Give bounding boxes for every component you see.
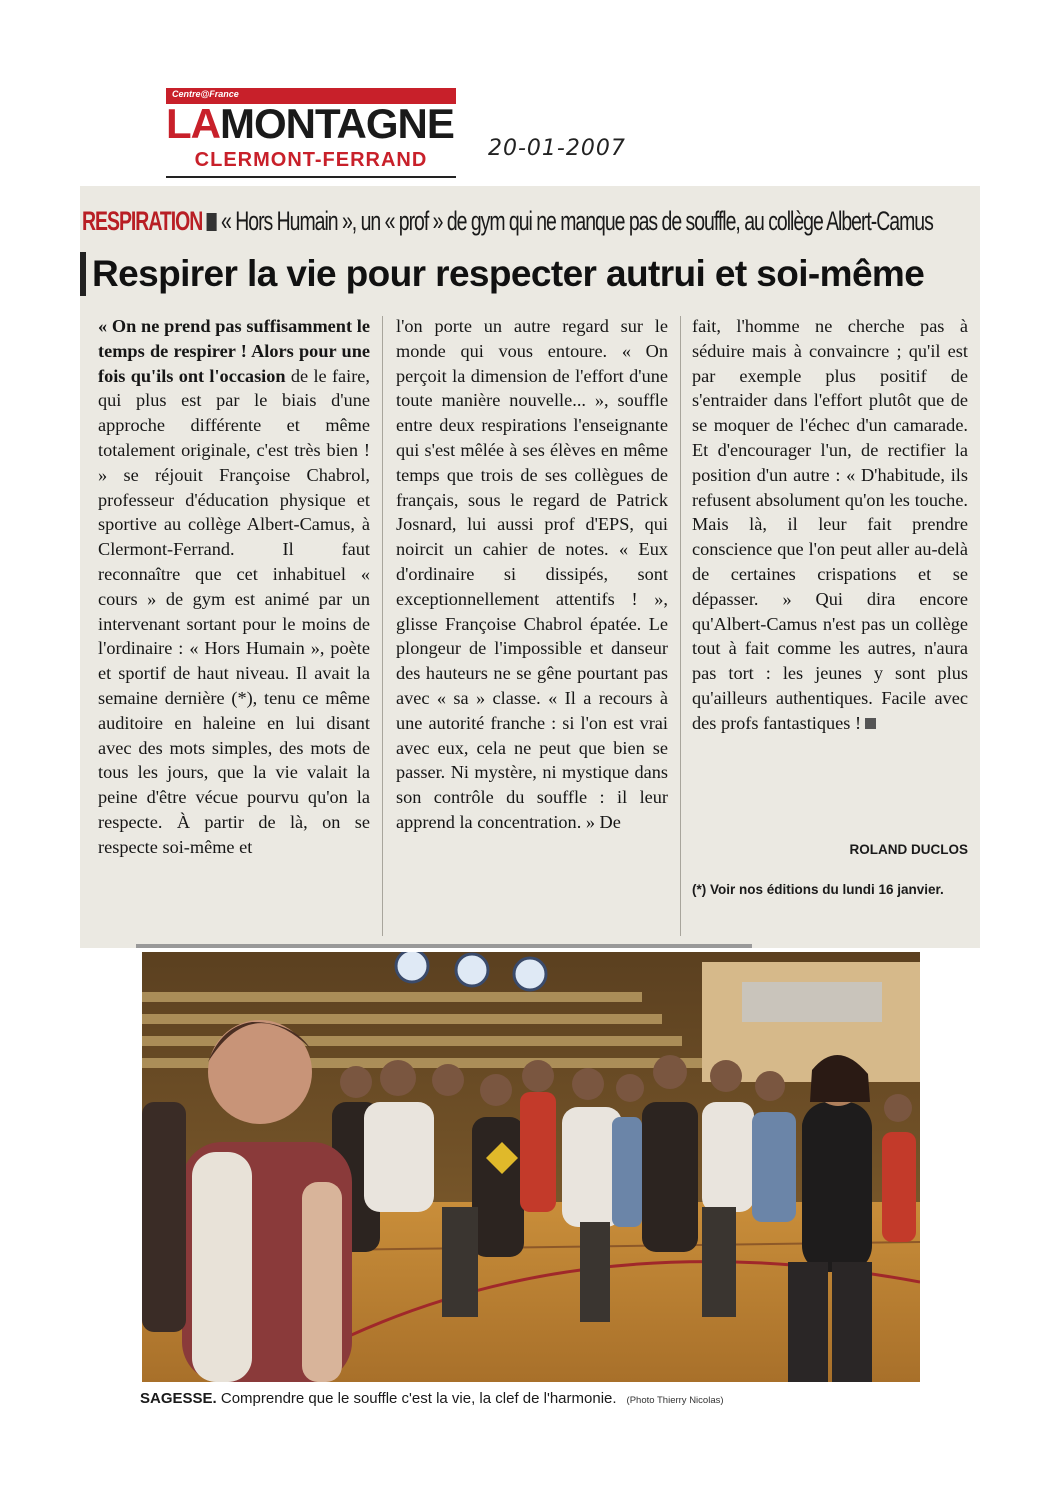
caption-label: SAGESSE. — [140, 1390, 217, 1407]
masthead-title-montagne: MONTAGNE — [220, 100, 454, 147]
article-column-2 — [396, 314, 668, 942]
article-lead: « On ne prend pas suffisamment le temps de respirer ! Alors pour une fois qu'ils ont l'occasion — [98, 316, 370, 386]
photo-caption — [140, 1390, 930, 1407]
column-divider-1 — [382, 316, 383, 936]
article-kicker — [82, 202, 975, 240]
kicker-label: RESPIRATION — [82, 206, 203, 236]
column-3-text: fait, l'homme ne cherche pas à séduire mais à convaincre ; qu'il est par exemple plus positif de s'entraider dans l'effort plutôt que de se moquer de l'échec d'un camarade. Et d'encourager l'un, de rectifier la position d'un autre : « D'habitude, ils refusent absolument qu'on les touche. Mais là, il leur fait prendre conscience que l'on peut aller au-delà de certaines crispations et se dépasser. » Qui dira encore qu'Albert-Camus n'est pas un collège tout à fait comme les autres, n'aura pas tort : les jeunes y sont plus qu'ailleurs authentiques. Facile avec des profs fantastiques ! — [692, 316, 968, 733]
column-1-text: de le faire, qui plus est par le biais d'une approche différente et même totalement originale, c'est très bien ! » se réjouit Françoise Chabrol, professeur d'éducation physique et sportive au collège Albert-Camus, à Clermont-Ferrand. Il faut reconnaître que cet inhabituel « cours » de gym est animé par un intervenant sortant pour le moins de l'ordinaire : « Hors Humain », poète et sportif de haut niveau. Il avait la semaine dernière (*), tenu ce même auditoire en haleine en lui disant avec des mots simples, des mots de tous les jours, que la vie valait la peine d'être vécue pourvu qu'on la respecte. À partir de là, on se respecte soi-même et — [98, 365, 370, 857]
handwritten-date: 20-01-2007 — [488, 136, 626, 161]
article-author: ROLAND DUCLOS — [849, 842, 968, 857]
headline-bar — [80, 252, 86, 296]
kicker-square-icon — [207, 213, 217, 231]
column-2-text: l'on porte un autre regard sur le monde qui vous entoure. « On perçoit la dimension de l'effort d'une toute manière nouvelle... », souffle entre deux respirations l'enseignante qui s'est mêlée à ses élèves en même temps que trois de ses collègues de français, sous le regard de Patrick Josnard, lui aussi prof d'EPS, qui noircit un cahier de notes. « Eux d'ordinaire si dissipés, sont exceptionnellement attentifs ! », glisse Françoise Chabrol épatée. Le plongeur de l'impossible et danseur des hauteurs ne se gêne pourtant pas avec « sa » classe. « Il a recours à une autorité franche : si l'on est vrai avec eux, cela ne peut que bien se passer. Ni mystère, ni mystique dans son contrôle du souffle : il leur apprend la concentration. » De — [396, 316, 668, 832]
article-clipping — [80, 186, 980, 948]
masthead-brand: Centre@France — [172, 89, 239, 99]
kicker-text: « Hors Humain », un « prof » de gym qui ne manque pas de souffle, au collège Albert-Camus — [221, 206, 933, 236]
newspaper-masthead — [166, 88, 456, 184]
caption-text: Comprendre que le souffle c'est la vie, la clef de l'harmonie. — [220, 1390, 617, 1407]
masthead-edition: CLERMONT-FERRAND — [194, 149, 428, 171]
photo-credit: (Photo Thierry Nicolas) — [626, 1395, 724, 1406]
article-column-1 — [98, 314, 370, 942]
article-footnote: (*) Voir nos éditions du lundi 16 janvier. — [692, 882, 944, 897]
masthead-title — [166, 102, 456, 146]
masthead-rule — [166, 176, 456, 178]
masthead-title-la: LA — [166, 100, 220, 147]
column-divider-2 — [680, 316, 681, 936]
article-headline: Respirer la vie pour respecter autrui et soi-même — [92, 253, 925, 294]
gym-scene-illustration — [142, 952, 920, 1382]
photo-top-border — [136, 944, 752, 948]
end-mark-icon — [865, 718, 876, 729]
gym-class-photo — [142, 952, 920, 1382]
